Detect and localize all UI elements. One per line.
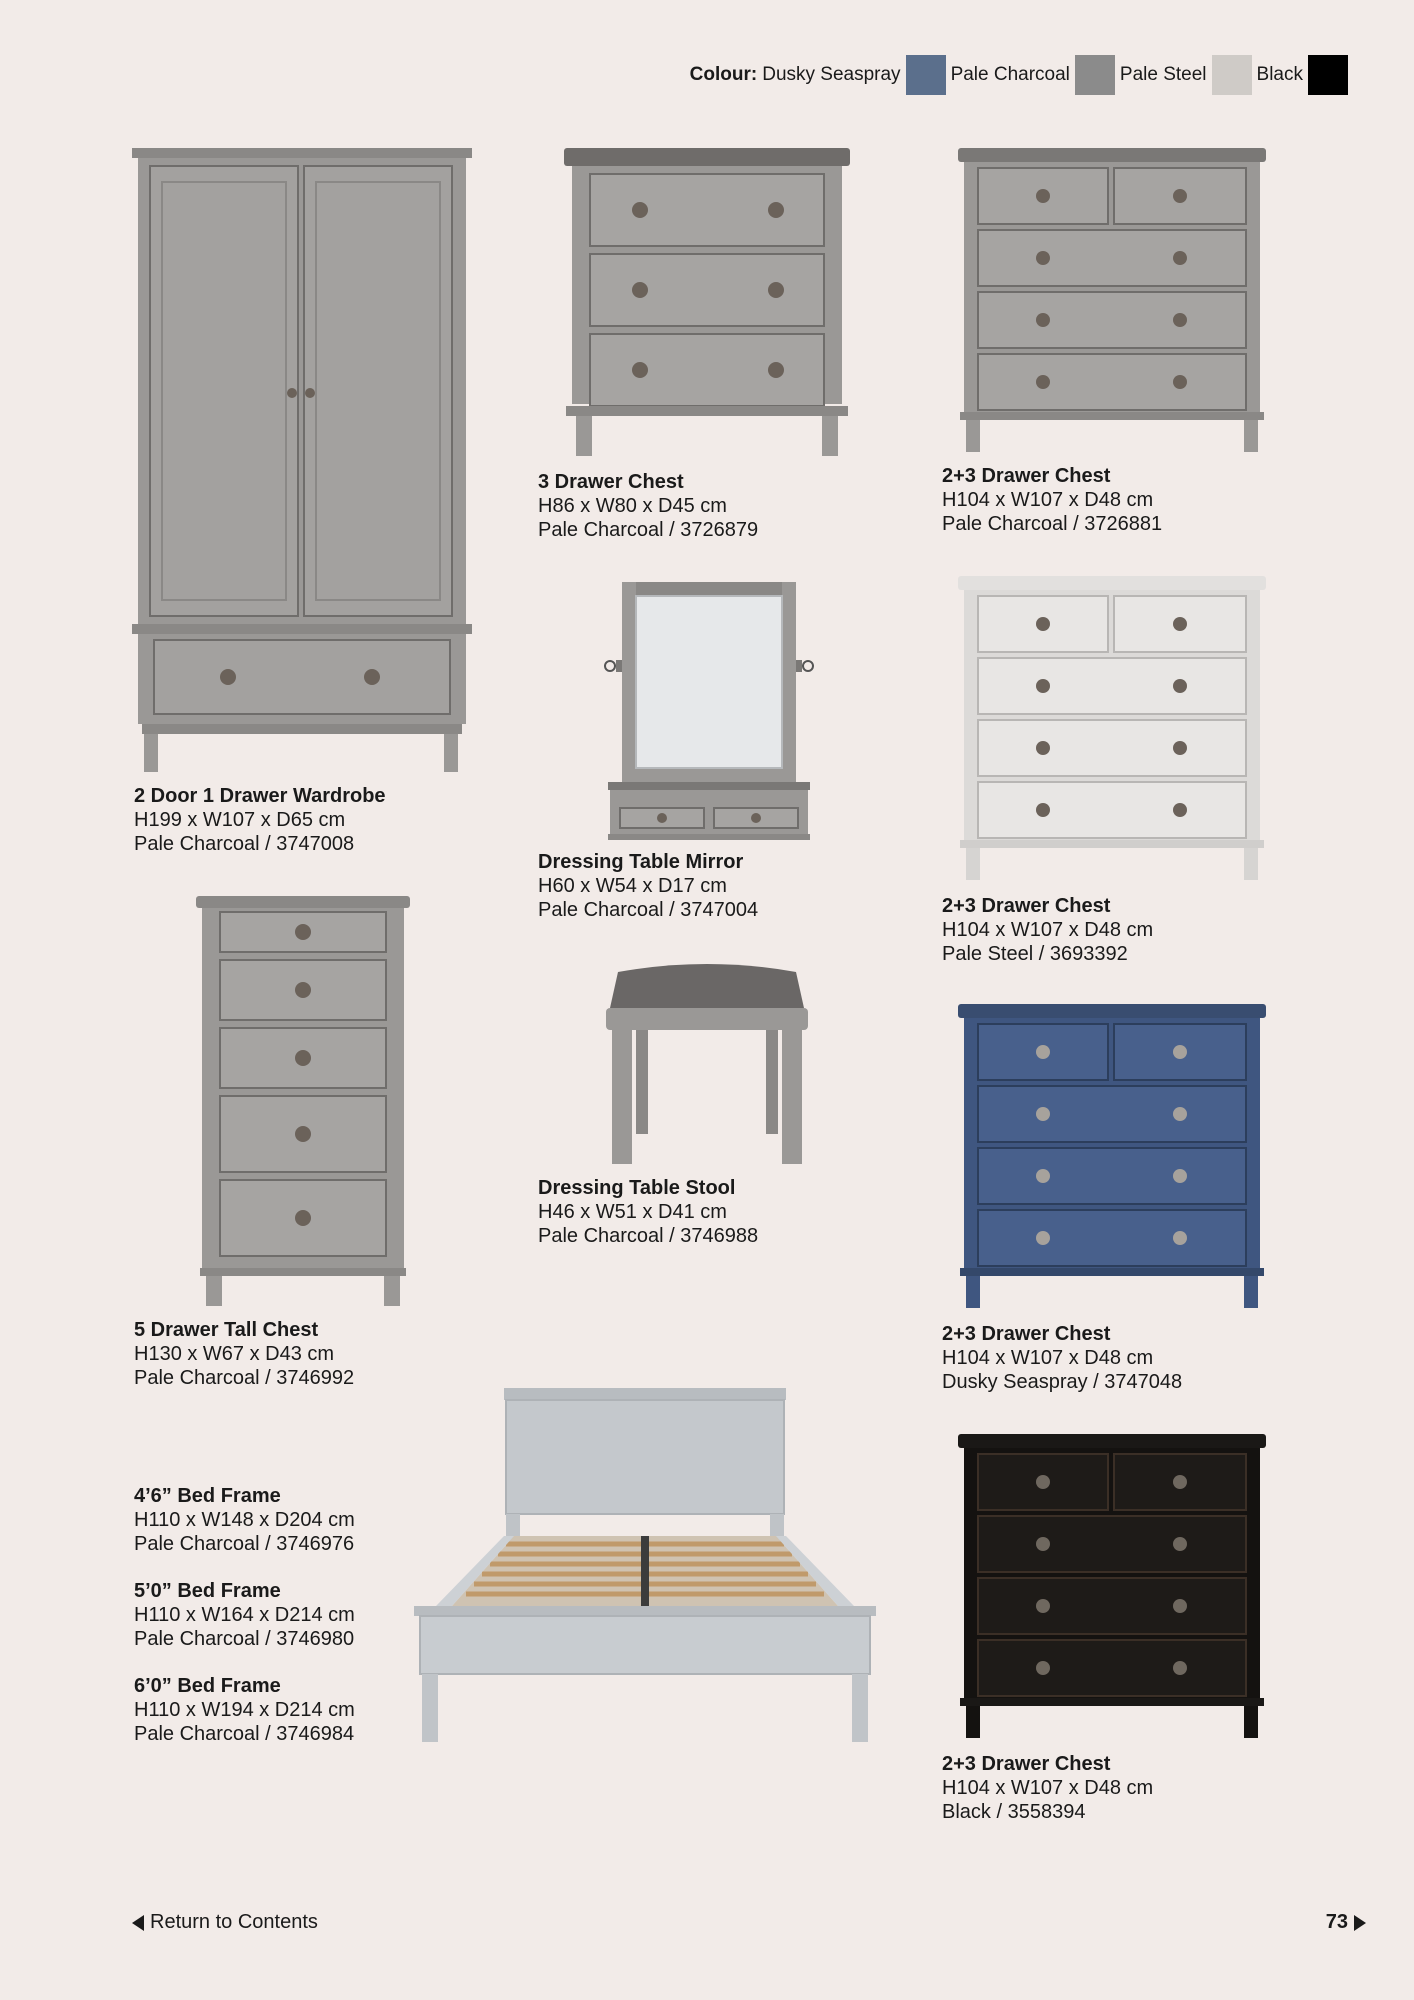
product-dimensions: H86 x W80 x D45 cm [538,495,727,517]
product-title: Dressing Table Stool [538,1177,736,1199]
product-dimensions: H130 x W67 x D43 cm [134,1343,335,1365]
swatch-pale-steel [1212,55,1252,95]
product-dimensions: H199 x W107 x D65 cm [134,809,346,831]
product-dimensions: H104 x W107 x D48 cm [942,1347,1154,1369]
product-code: Pale Steel / 3693392 [942,943,1128,965]
return-to-contents-label: Return to Contents [150,1911,318,1933]
chest23-charcoal-image [958,148,1266,454]
product-code: Pale Charcoal / 3747004 [538,899,759,921]
chest3-caption [538,470,758,542]
product-title: 2+3 Drawer Chest [942,895,1111,917]
product-title: 2+3 Drawer Chest [942,1323,1111,1345]
chest3-image [564,148,850,458]
product-dimensions: H104 x W107 x D48 cm [942,1777,1154,1799]
product-title: 2+3 Drawer Chest [942,1753,1111,1775]
product-dimensions: H110 x W164 x D214 cm [134,1604,355,1626]
product-code: Pale Charcoal / 3746988 [538,1225,759,1247]
product-title: 2 Door 1 Drawer Wardrobe [134,785,386,807]
product-title: 5’0” Bed Frame [134,1580,281,1602]
product-code: Pale Charcoal / 3746980 [134,1628,355,1650]
tallchest-image [196,896,410,1308]
page-number-text: 73 [1325,1911,1348,1933]
product-code: Pale Charcoal / 3726881 [942,513,1163,535]
swatch-name-black: Black [1256,64,1303,85]
swatch-name-dusky-seaspray: Dusky Seaspray [762,64,901,85]
wardrobe-caption [134,784,386,856]
bed-image [414,1388,876,1746]
wardrobe-image [132,148,472,778]
product-dimensions: H46 x W51 x D41 cm [538,1201,727,1223]
swatch-black [1308,55,1348,95]
tallchest-caption [134,1318,354,1390]
product-code: Pale Charcoal / 3726879 [538,519,759,541]
chest23-black-image [958,1434,1266,1740]
product-dimensions: H110 x W194 x D214 cm [134,1699,355,1721]
product-title: 2+3 Drawer Chest [942,465,1111,487]
chest23-charcoal-caption [942,464,1162,536]
product-title: 4’6” Bed Frame [134,1485,281,1507]
product-title: 5 Drawer Tall Chest [134,1319,319,1341]
product-code: Dusky Seaspray / 3747048 [942,1371,1183,1393]
chest23-seaspray-caption [942,1322,1182,1394]
return-to-contents-link[interactable] [132,1911,318,1934]
product-code: Black / 3558394 [942,1801,1086,1823]
triangle-left-icon [132,1915,144,1931]
page-number [1326,1911,1366,1934]
swatch-dusky-seaspray [906,55,946,95]
mirror-image [604,582,814,842]
triangle-right-icon[interactable] [1354,1915,1366,1931]
colour-label: Colour: [689,64,758,85]
chest23-seaspray-image [958,1004,1266,1310]
swatch-name-pale-steel: Pale Steel [1119,64,1207,85]
product-dimensions: H110 x W148 x D204 cm [134,1509,355,1531]
chest23-steel-caption [942,894,1153,966]
product-title: 6’0” Bed Frame [134,1675,281,1697]
product-dimensions: H104 x W107 x D48 cm [942,489,1154,511]
colour-legend [690,54,1348,96]
product-code: Pale Charcoal / 3746976 [134,1533,355,1555]
stool-caption [538,1176,758,1248]
swatch-pale-charcoal [1075,55,1115,95]
mirror-caption [538,850,758,922]
bed-frames-caption [134,1484,355,1746]
product-code: Pale Charcoal / 3746984 [134,1723,355,1745]
stool-image [604,962,810,1168]
chest23-black-caption [942,1752,1153,1824]
product-dimensions: H104 x W107 x D48 cm [942,919,1154,941]
product-title: 3 Drawer Chest [538,471,684,493]
product-title: Dressing Table Mirror [538,851,744,873]
swatch-name-pale-charcoal: Pale Charcoal [950,64,1070,85]
product-code: Pale Charcoal / 3747008 [134,833,355,855]
product-dimensions: H60 x W54 x D17 cm [538,875,727,897]
chest23-steel-image [958,576,1266,882]
product-code: Pale Charcoal / 3746992 [134,1367,355,1389]
